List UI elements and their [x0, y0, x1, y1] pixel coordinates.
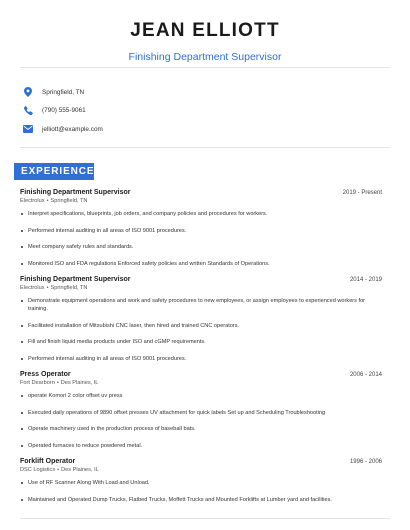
company-location: Springfield, TN	[50, 198, 88, 204]
list-item: Performed internal auditing in all areas of ISO 9001 procedures.	[20, 355, 382, 363]
company-location: Des Plaines, IL	[60, 380, 99, 386]
phone-icon	[22, 105, 34, 117]
job-title: Forklift Operator	[20, 458, 76, 465]
job-bullets	[20, 479, 382, 504]
contact-location-text: Springfield, TN	[42, 88, 85, 96]
job-dates: 2006 - 2014	[349, 372, 382, 378]
job-title-heading: Finishing Department Supervisor	[128, 51, 282, 63]
company-name: Fort Dearborn	[20, 380, 55, 386]
company-name: Electrolux	[20, 285, 45, 291]
experience-list	[20, 189, 382, 512]
company-location: Des Plaines, IL	[61, 467, 99, 473]
job-bullets	[20, 297, 382, 363]
job-entry	[20, 276, 382, 363]
contact-phone	[22, 102, 103, 120]
contact-location	[22, 83, 103, 101]
contact-phone-text: (790) 555-9061	[42, 107, 86, 114]
company-location: Springfield, TN	[50, 285, 88, 291]
list-item: Use of RF Scanner Along With Load and Unload.	[20, 479, 382, 487]
job-company: Electrolux • Springfield, TN	[20, 198, 88, 204]
contact-email-text: jelliott@example.com	[42, 125, 103, 133]
email-icon	[22, 123, 34, 135]
job-company: DSC Logistics • Des Plaines, IL	[20, 467, 99, 473]
job-entry	[20, 458, 382, 504]
job-entry	[20, 189, 382, 268]
contact-email	[22, 120, 103, 138]
job-bullets	[20, 210, 382, 268]
list-item: Executed daily operations of 9890 offset presses UV attachment for quick labels Set up and Scheduling Troubleshooting	[20, 409, 382, 417]
company-name: DSC Logistics	[20, 467, 56, 473]
list-item: Performed internal auditing in all areas of ISO 9001 procedures.	[20, 227, 382, 235]
list-item: Monitored ISO and FDA regulations Enforced safety policies and written Standards of Operations.	[20, 260, 382, 268]
resume-header	[0, 0, 410, 64]
job-title: Press Operator	[20, 371, 71, 378]
job-title: Finishing Department Supervisor	[20, 189, 131, 196]
list-item: Operated furnaces to reduce powdered metal.	[20, 442, 382, 450]
job-company: Fort Dearborn • Des Plaines, IL	[20, 380, 99, 386]
list-item: Fill and finish liquid media products under ISO and cGMP requirements.	[20, 338, 382, 346]
job-bullets	[20, 392, 382, 450]
list-item: Demonstrate equipment operations and work and safety procedures to new employees, or assign employees to experienced workers for training.	[20, 297, 382, 313]
contact-list	[22, 83, 103, 139]
list-item: Operate machinery used in the production process of baseball bats.	[20, 425, 382, 433]
job-dates: 2019 - Present	[342, 190, 382, 196]
list-item: Maintained and Operated Dump Trucks, Flatbed Trucks, Moffett Trucks and Mounted Forklifts at Lumber yard and facilities.	[20, 496, 382, 504]
divider	[20, 147, 390, 148]
company-name: Electrolux	[20, 198, 45, 204]
job-dates: 2014 - 2019	[349, 277, 382, 283]
candidate-name: JEAN ELLIOTT	[130, 20, 280, 41]
job-title: Finishing Department Supervisor	[20, 276, 131, 283]
list-item: Meet company safety rules and standards.	[20, 243, 382, 251]
job-company: Electrolux • Springfield, TN	[20, 285, 88, 291]
experience-section-heading: EXPERIENCE	[14, 163, 94, 180]
job-dates: 1996 - 2006	[349, 459, 382, 465]
divider	[20, 67, 390, 68]
location-pin-icon	[22, 86, 34, 98]
divider	[20, 518, 390, 519]
list-item: Facilitated installation of Mitsubishi CNC laser, then hired and trained CNC operators.	[20, 322, 382, 330]
list-item: Interpret specifications, blueprints, job orders, and company policies and procedures for workers.	[20, 210, 382, 218]
job-entry	[20, 371, 382, 450]
list-item: operate Komori 2 color offset uv press	[20, 392, 382, 400]
